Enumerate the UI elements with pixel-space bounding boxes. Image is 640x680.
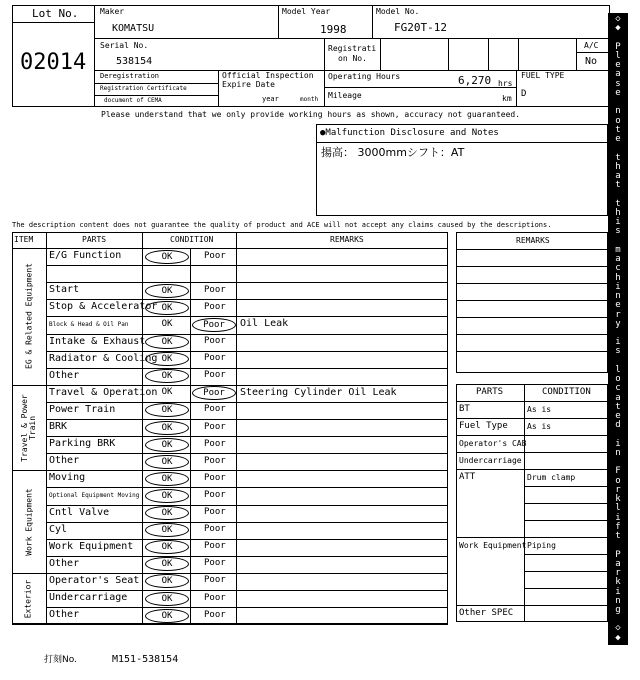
- poor-mark: Poor: [204, 284, 226, 295]
- operating-hours-label: Operating Hours: [328, 72, 401, 81]
- group-label: Travel & Power Train: [20, 393, 37, 462]
- operating-hours-value: 6,270: [458, 74, 492, 87]
- model-no-label: Model No.: [376, 7, 420, 16]
- poor-mark: Poor: [204, 370, 226, 381]
- ok-mark: OK: [145, 523, 189, 537]
- poor-mark: Poor: [204, 438, 226, 449]
- part-label: Other: [49, 557, 80, 569]
- fuel-type-label: FUEL TYPE: [521, 71, 565, 80]
- ok-mark: OK: [145, 506, 189, 520]
- registration-label-2: on No.: [338, 54, 367, 63]
- ok-mark: OK: [145, 438, 189, 452]
- ok-mark: OK: [145, 369, 189, 383]
- fuel-type-value: D: [521, 89, 527, 99]
- malfunction-text: 揚高： 3000mmシフト：AT: [321, 146, 465, 159]
- poor-mark: Poor: [204, 592, 226, 603]
- part-label: Other: [49, 609, 80, 621]
- ac-label: A/C: [584, 41, 599, 50]
- ok-mark: OK: [145, 335, 189, 349]
- right-condition-header: CONDITION: [542, 387, 591, 397]
- poor-mark: Poor: [192, 386, 236, 400]
- location-banner: ◇ ◆ P l e a s e n o t e t h a t t h i s m a c h i n e r y i s l o c a t e d i n F o r k l i f t P a r k i n g ◇ ◆: [608, 13, 628, 645]
- header-item: ITEM: [14, 235, 34, 244]
- lot-label: Lot No.: [32, 7, 79, 20]
- doc-cema-label: document of CEMA: [104, 97, 162, 104]
- part-label: Moving: [49, 472, 86, 484]
- month-label: month: [300, 96, 319, 103]
- mileage-label: Mileage: [328, 91, 362, 100]
- ok-mark: OK: [145, 301, 189, 315]
- right-remarks-header: REMARKS: [516, 236, 550, 245]
- poor-mark: Poor: [204, 609, 226, 620]
- part-label: Radiator & Cooling: [49, 352, 158, 364]
- right-condition-value: As is: [527, 405, 552, 414]
- poor-mark: Poor: [204, 353, 226, 364]
- serial-value: 538154: [116, 56, 153, 67]
- disclaimer: The description content does not guarantee the quality of product and ACE will not accept any claims caused by the descriptions.: [12, 221, 552, 229]
- right-part-label: Undercarriage: [459, 456, 522, 465]
- right-parts-header: PARTS: [476, 387, 504, 397]
- ac-value: No: [585, 56, 598, 67]
- hours-notice: Please understand that we only provide working hours as shown, accuracy not guaranteed.: [101, 110, 521, 119]
- ok-mark: OK: [161, 387, 173, 398]
- poor-mark: Poor: [204, 472, 226, 483]
- right-part-label: ATT: [459, 472, 476, 482]
- poor-mark: Poor: [204, 421, 226, 432]
- right-part-label: Work Equipment: [459, 541, 527, 550]
- ok-mark: OK: [145, 540, 189, 554]
- part-label: Power Train: [49, 403, 116, 415]
- poor-mark: Poor: [204, 455, 226, 466]
- remark-text: Oil Leak: [240, 318, 289, 330]
- right-part-label: Operator's CAB: [459, 439, 527, 448]
- part-label: Intake & Exhaust: [49, 335, 146, 347]
- part-label: Cyl: [49, 523, 68, 535]
- poor-mark: Poor: [204, 404, 226, 415]
- poor-mark: Poor: [204, 301, 226, 312]
- ok-mark: OK: [145, 472, 189, 486]
- maker-label: Maker: [100, 7, 125, 16]
- ok-mark: OK: [161, 318, 173, 329]
- poor-mark: Poor: [204, 558, 226, 569]
- group-label: EG & Related Equipment: [24, 263, 34, 370]
- group-label: Work Equipment: [24, 487, 33, 556]
- model-year-value: 1998: [320, 23, 347, 36]
- right-condition-value: As is: [527, 422, 552, 431]
- poor-mark: Poor: [204, 575, 226, 586]
- part-label: Cntl Valve: [49, 506, 110, 518]
- malfunction-title: ●Malfunction Disclosure and Notes: [320, 128, 499, 138]
- ok-mark: OK: [145, 284, 189, 298]
- deregistration-label: Deregistration: [100, 72, 160, 80]
- ok-mark: OK: [145, 574, 189, 588]
- lot-number: 02014: [20, 50, 87, 75]
- header-condition: CONDITION: [170, 235, 214, 244]
- part-label: Stop & Accelerator: [49, 301, 158, 313]
- ok-mark: OK: [145, 455, 189, 469]
- registration-label-1: Registrati: [328, 44, 377, 53]
- poor-mark: Poor: [204, 250, 226, 261]
- part-label: Undercarriage: [49, 592, 128, 603]
- part-label: Operator's Seat: [49, 574, 140, 586]
- right-part-label: Fuel Type: [459, 421, 508, 431]
- part-label: Other: [49, 455, 80, 467]
- ok-mark: OK: [145, 609, 189, 623]
- part-label: Optional Equipment Moving: [49, 492, 140, 500]
- poor-mark: Poor: [204, 507, 226, 517]
- poor-mark: Poor: [204, 336, 226, 346]
- year-label: year: [262, 95, 279, 103]
- ok-mark: OK: [145, 403, 189, 417]
- official-label-1: Official Inspection: [222, 71, 314, 80]
- serial-label: Serial No.: [100, 41, 149, 50]
- right-condition-value: Piping: [527, 541, 556, 550]
- ok-mark: OK: [145, 421, 189, 435]
- part-label: Start: [49, 284, 80, 296]
- reg-cert-label: Registration Certificate: [100, 85, 187, 92]
- right-part-label: BT: [459, 404, 470, 414]
- ok-mark: OK: [145, 489, 189, 503]
- ok-mark: OK: [145, 592, 189, 606]
- header-parts: PARTS: [82, 235, 107, 244]
- official-label-2: Expire Date: [222, 80, 275, 89]
- part-label: Block & Head & Oil Pan: [49, 321, 129, 329]
- stamp-label: 打刻No.: [44, 655, 77, 665]
- part-label: Parking BRK: [49, 438, 116, 450]
- model-no-value: FG20T-12: [394, 21, 447, 34]
- ok-mark: OK: [145, 352, 189, 366]
- model-year-label: Model Year: [282, 7, 331, 16]
- stamp-value: M151-538154: [112, 654, 179, 665]
- right-part-label: Other SPEC: [459, 608, 514, 618]
- poor-mark: Poor: [192, 318, 236, 332]
- remark-text: Steering Cylinder Oil Leak: [240, 386, 397, 398]
- header-remarks: REMARKS: [330, 235, 364, 244]
- group-label: Exterior: [23, 579, 33, 618]
- maker-value: KOMATSU: [112, 23, 155, 34]
- part-label: Other: [49, 369, 80, 381]
- ok-mark: OK: [145, 557, 189, 571]
- poor-mark: Poor: [204, 489, 226, 500]
- hrs-unit: hrs: [498, 79, 513, 88]
- part-label: E/G Function: [49, 250, 122, 261]
- ok-mark: OK: [145, 250, 189, 264]
- km-unit: km: [502, 94, 512, 103]
- part-label: BRK: [49, 421, 68, 432]
- poor-mark: Poor: [204, 541, 226, 552]
- poor-mark: Poor: [204, 524, 226, 535]
- part-label: Travel & Operation: [49, 386, 158, 398]
- part-label: Work Equipment: [49, 540, 134, 552]
- right-condition-value: Drum clamp: [527, 473, 576, 482]
